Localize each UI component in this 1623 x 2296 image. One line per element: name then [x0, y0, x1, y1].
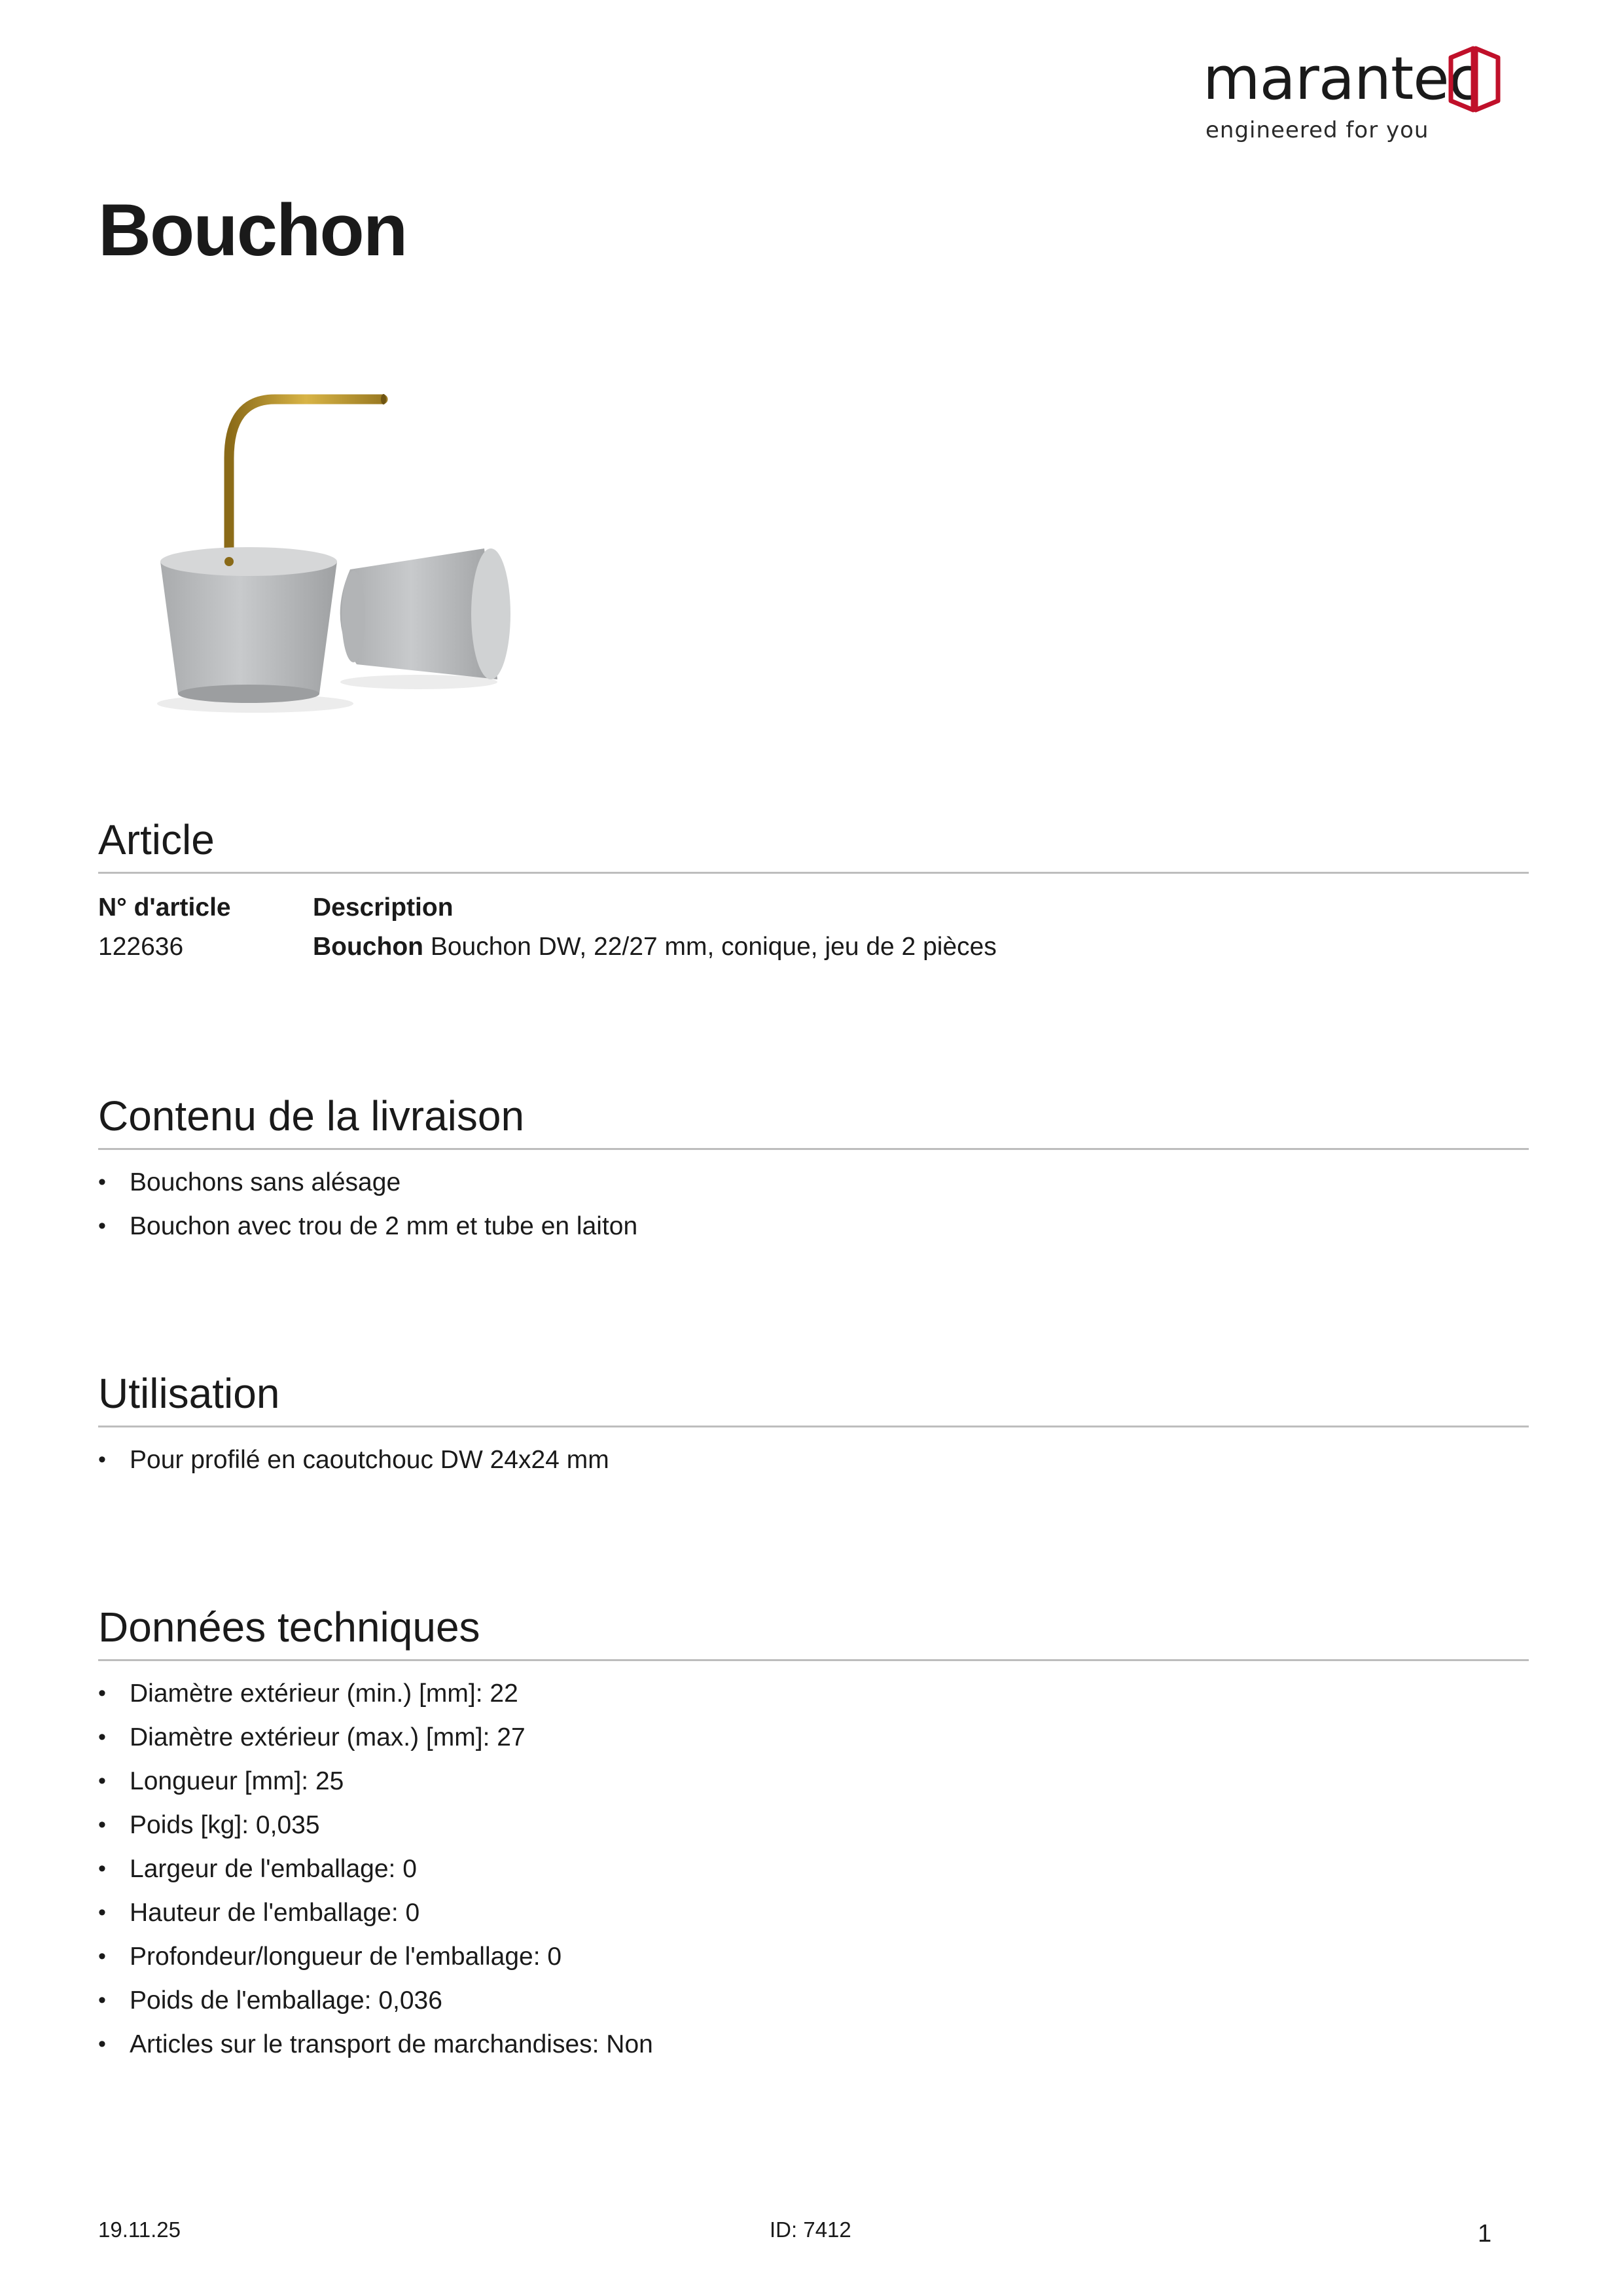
usage-section	[98, 1371, 1529, 1482]
brand-name: marantec	[1203, 45, 1481, 113]
list-item: • Profondeur/longueur de l'emballage: 0	[98, 1935, 1529, 1979]
list-item: • Bouchons sans alésage	[98, 1160, 1529, 1204]
technical-heading: Données techniques	[98, 1604, 1529, 1661]
delivery-heading: Contenu de la livraison	[98, 1093, 1529, 1150]
footer-date: 19.11.25	[98, 2217, 181, 2242]
brand-logo	[1203, 43, 1504, 148]
article-description	[313, 927, 997, 967]
list-item: • Articles sur le transport de marchandises: Non	[98, 2022, 1529, 2066]
page-title: Bouchon	[98, 189, 407, 271]
article-description-name: Bouchon	[313, 933, 423, 961]
list-item: • Poids de l'emballage: 0,036	[98, 1979, 1529, 2022]
article-section	[98, 817, 1529, 967]
list-item: • Bouchon avec trou de 2 mm et tube en laiton	[98, 1204, 1529, 1248]
article-table	[98, 888, 1529, 967]
list-item: • Longueur [mm]: 25	[98, 1759, 1529, 1803]
technical-section	[98, 1604, 1529, 2066]
delivery-list	[98, 1160, 1529, 1248]
list-item: • Hauteur de l'emballage: 0	[98, 1891, 1529, 1935]
product-photo	[98, 367, 543, 733]
article-number: 122636	[98, 933, 184, 961]
col-description-header: Description	[313, 893, 454, 922]
list-item: • Diamètre extérieur (max.) [mm]: 27	[98, 1715, 1529, 1759]
technical-list	[98, 1672, 1529, 2066]
col-article-number-header: N° d'article	[98, 893, 231, 922]
article-table-row	[98, 927, 1529, 967]
article-heading: Article	[98, 817, 1529, 874]
usage-heading: Utilisation	[98, 1371, 1529, 1427]
article-description-text: Bouchon DW, 22/27 mm, conique, jeu de 2 pièces	[430, 933, 997, 961]
brand-mark-icon	[1448, 43, 1501, 115]
list-item: • Pour profilé en caoutchouc DW 24x24 mm	[98, 1438, 1529, 1482]
page-number: 1	[1478, 2220, 1492, 2248]
delivery-section	[98, 1093, 1529, 1248]
footer-id: ID: 7412	[770, 2217, 851, 2242]
article-table-header	[98, 888, 1529, 927]
list-item: • Diamètre extérieur (min.) [mm]: 22	[98, 1672, 1529, 1715]
usage-list	[98, 1438, 1529, 1482]
list-item: • Largeur de l'emballage: 0	[98, 1847, 1529, 1891]
brand-tagline: engineered for you	[1205, 117, 1429, 143]
list-item: • Poids [kg]: 0,035	[98, 1803, 1529, 1847]
